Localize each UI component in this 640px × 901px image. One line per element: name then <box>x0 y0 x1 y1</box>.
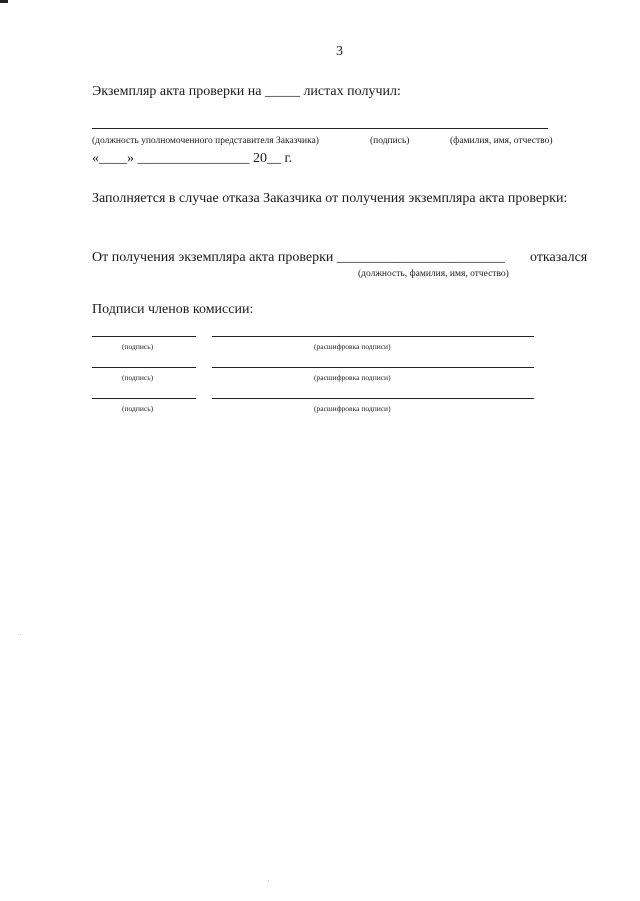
decoding-caption: (расшифровка подписи) <box>314 404 391 413</box>
signature-line <box>92 336 196 337</box>
scan-corner-mark <box>0 0 8 3</box>
signature-line <box>92 367 196 368</box>
decoding-line <box>212 336 534 337</box>
decoding-caption: (расшифровка подписи) <box>314 373 391 382</box>
signature-caption: (подпись) <box>122 342 154 351</box>
refusal-caption: (должность, фамилия, имя, отчество) <box>358 269 509 279</box>
page-number: 3 <box>336 44 343 59</box>
caption-signature: (подпись) <box>370 136 410 146</box>
receipt-line: Экземпляр акта проверки на _____ листах получил: <box>92 84 401 99</box>
caption-position: (должность уполномоченного представителя Заказчика) <box>92 136 319 146</box>
signature-caption: (подпись) <box>122 373 154 382</box>
refusal-line-end: отказался <box>530 250 588 265</box>
decoding-line <box>212 398 534 399</box>
signature-line <box>92 398 196 399</box>
scan-speck <box>20 634 21 635</box>
signature-caption: (подпись) <box>122 404 154 413</box>
caption-name: (фамилия, имя, отчество) <box>450 136 553 146</box>
refusal-note: Заполняется в случае отказа Заказчика от получения экземпляра акта проверки: <box>92 191 568 206</box>
commission-title: Подписи членов комиссии: <box>92 302 254 317</box>
receipt-signature-line <box>92 128 548 129</box>
decoding-caption: (расшифровка подписи) <box>314 342 391 351</box>
refusal-line-start: От получения экземпляра акта проверки ________________________ <box>92 250 505 265</box>
decoding-line <box>212 367 534 368</box>
scan-speck <box>268 880 269 881</box>
date-line: «____» ________________ 20__ г. <box>92 151 293 166</box>
